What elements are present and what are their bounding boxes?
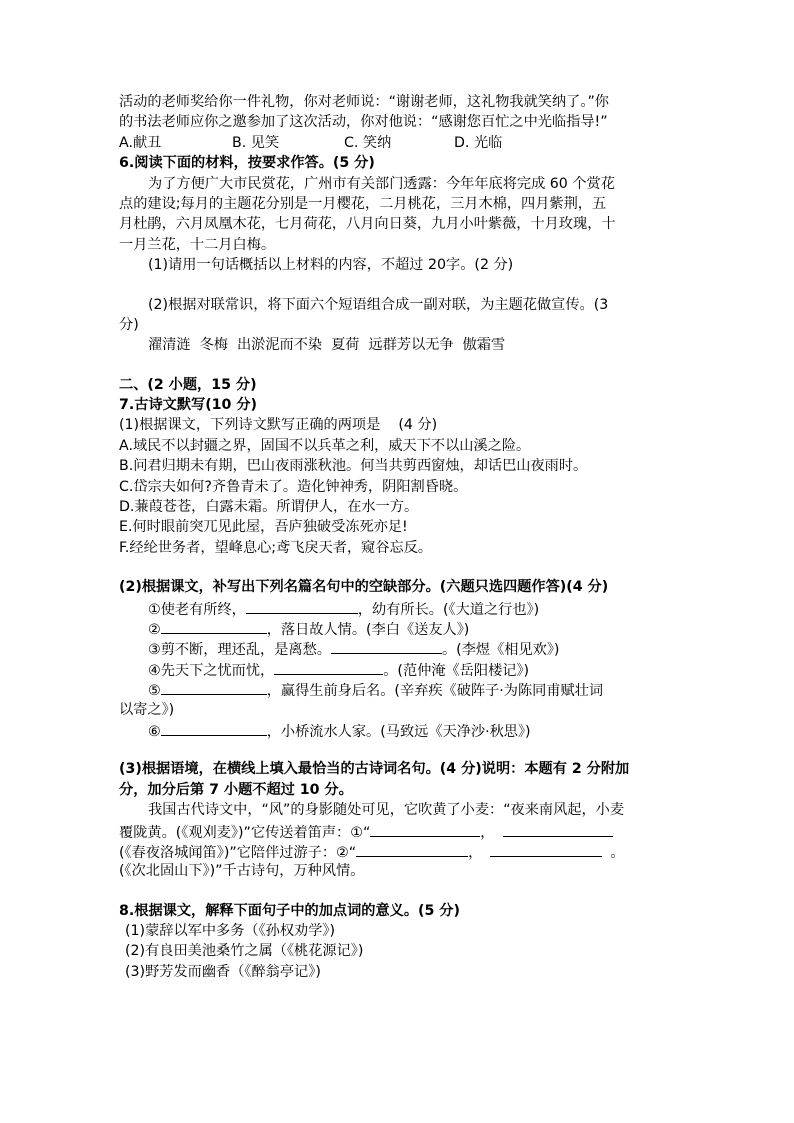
q6-para-line-1: 为了方便广大市民赏花，广州市有关部门透露：今年年底将完成 60 个赏花	[148, 175, 615, 192]
q7-sub3-text-1: 我国古代诗文中，“风”的身影随处可见，它吹黄了小麦：“夜来南风起，小麦	[148, 802, 625, 819]
q8-item-2: (2)有良田美池桑竹之属（《桃花源记》)	[125, 943, 364, 960]
q6-sub2-line-1: (2)根据对联常识，将下面六个短语组合成一副对联，为主题花做宣传。(3	[148, 296, 609, 313]
q7-option-c: C.岱宗夫如何?齐鲁青未了。造化钟神秀，阴阳割昏晓。	[119, 478, 468, 495]
option-b: B. 见笑	[232, 134, 280, 151]
q8-item-1: (1)蒙辞以军中多务（《孙权劝学》)	[125, 923, 336, 940]
q6-sub2-line-2: 分)	[119, 316, 139, 333]
q7-sub3-title-line-1: (3)根据语境，在横线上填入最恰当的古诗词名句。(4 分)说明：本题有 2 分附加	[119, 761, 630, 778]
poem-blank-2b[interactable]	[490, 841, 602, 857]
q7-sub3-text-3: (《春夜洛城闻笛》)”它陪伴过游子：②“ ， 。	[119, 841, 679, 861]
q6-para-line-2: 点的建设;每月的主题花分别是一月樱花，二月桃花，三月木棉，四月紫荆，五	[119, 195, 607, 212]
fill-item-2: ② ，落日故人情。(李白《送友人》)	[119, 618, 679, 638]
fill-item-5-cont: 以寄之》)	[119, 701, 175, 718]
intro-line-2: 的书法老师应你之邀参加了这次活动，你对他说：“感谢您百忙之中光临指导!”	[119, 114, 608, 131]
q7-option-a: A.域民不以封疆之界，固国不以兵革之利，威天下不以山溪之险。	[119, 437, 531, 454]
q5-options	[119, 133, 679, 153]
q7-title: 7.古诗文默写(10 分)	[119, 397, 258, 414]
poem-blank-2a[interactable]	[356, 841, 468, 857]
option-a: A.献丑	[119, 134, 162, 151]
fill-blank-4[interactable]	[274, 659, 383, 675]
q7-sub3-title-line-2: 分，加分后第 7 小题不超过 10 分。	[119, 781, 353, 798]
fill-item-4: ④先天下之忧而忧， 。(范仲淹《岳阳楼记》)	[119, 659, 679, 679]
q6-para-line-4: 一月兰花，十二月白梅。	[119, 236, 276, 253]
poem-blank-1a[interactable]	[370, 821, 480, 837]
q8-item-3: (3)野芳发而幽香（《醉翁亭记》)	[125, 963, 321, 980]
option-c: C. 笑纳	[344, 134, 392, 151]
q7-option-d: D.蒹葭苍苍，白露未霜。所谓伊人，在水一方。	[119, 499, 419, 516]
exam-page	[119, 92, 679, 982]
option-d: D. 光临	[454, 134, 503, 151]
intro-line-1: 活动的老师奖给你一件礼物，你对老师说：“谢谢老师，这礼物我就笑纳了。”你	[119, 94, 609, 110]
poem-blank-1b[interactable]	[503, 821, 613, 837]
q6-para-line-3: 月杜鹃，六月凤凰木花，七月荷花，八月向日葵，九月小叶紫薇，十月玫瑰，十	[119, 216, 616, 233]
fill-blank-3[interactable]	[331, 638, 442, 654]
fill-blank-1[interactable]	[246, 598, 358, 614]
q7-sub1: (1)根据课文，下列诗文默写正确的两项是 (4 分)	[119, 417, 438, 434]
q7-sub3-text-4: (《次北固山下》)”千古诗句，万种风情。	[119, 863, 365, 880]
q7-option-e: E.何时眼前突兀见此屋，吾庐独破受冻死亦足!	[119, 519, 408, 536]
section-2-heading: 二、(2 小题，15 分)	[119, 376, 257, 393]
fill-blank-5[interactable]	[161, 679, 267, 695]
q6-sub1: (1)请用一句话概括以上材料的内容，不超过 20字。(2 分)	[148, 257, 514, 274]
fill-blank-6[interactable]	[161, 720, 267, 736]
fill-item-5: ⑤ ，赢得生前身后名。(辛弃疾《破阵子·为陈同甫赋壮词	[119, 679, 679, 699]
fill-item-6: ⑥ ，小桥流水人家。(马致远《天净沙·秋思》)	[119, 720, 679, 740]
q6-title: 6.阅读下面的材料，按要求作答。(5 分)	[119, 155, 375, 172]
q7-option-b: B.问君归期未有期，巴山夜雨涨秋池。何当共剪西窗烛，却话巴山夜雨时。	[119, 458, 588, 475]
q7-option-f: F.经纶世务者，望峰息心;鸢飞戾天者，窥谷忘反。	[119, 539, 433, 556]
q6-phrases: 濯清涟 冬梅 出淤泥而不染 夏荷 远群芳以无争 傲霜雪	[148, 337, 506, 354]
q7-sub3-text-2: 覆陇黄。(《观刈麦》)”它传送着笛声：①“ ，	[119, 821, 679, 841]
q7-sub2-title: (2)根据课文，补写出下列名篇名句中的空缺部分。(六题只选四题作答)(4 分)	[119, 579, 609, 596]
fill-item-3: ③剪不断，理还乱，是离愁。 。(李煜《相见欢》)	[119, 638, 679, 658]
q8-title: 8.根据课文，解释下面句子中的加点词的意义。(5 分)	[119, 902, 460, 919]
fill-item-1: ①使老有所终， ，幼有所长。(《大道之行也》)	[119, 598, 679, 618]
fill-blank-2[interactable]	[161, 618, 267, 634]
